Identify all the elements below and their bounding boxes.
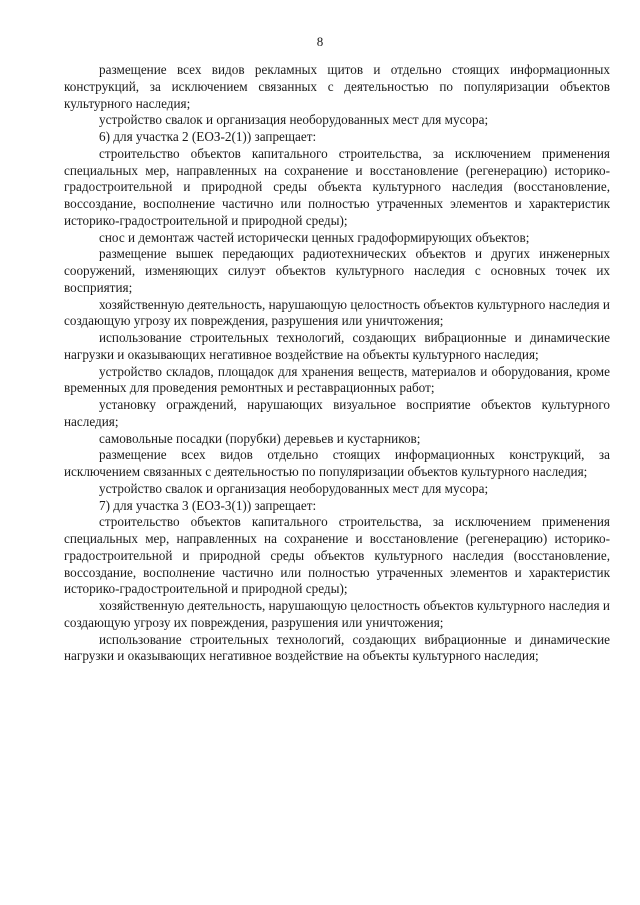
document-body [64,62,610,665]
paragraph: размещение вышек передающих радиотехнических объектов и других инженерных сооружений, изменяющих силуэт объектов культурного наследия с основных точек их восприятия; [64,246,610,295]
paragraph: хозяйственную деятельность, нарушающую целостность объектов культурного наследия и создающую угрозу их повреждения, разрушения или уничтожения; [64,598,610,630]
paragraph: размещение всех видов отдельно стоящих информационных конструкций, за исключением связанных с деятельностью по популяризации объектов культурного наследия; [64,447,610,479]
paragraph: снос и демонтаж частей исторически ценных градоформирующих объектов; [99,229,530,245]
paragraph: 6) для участка 2 (ЕОЗ-2(1)) запрещает: [99,129,317,144]
paragraph: использование строительных технологий, создающих вибрационные и динамические нагрузки и оказывающих негативное воздействие на объекты культурного наследия; [64,330,610,362]
paragraph: устройство свалок и организация необорудованных мест для мусора; [99,112,489,128]
paragraph: размещение всех видов рекламных щитов и отдельно стоящих информационных конструкций, за исключением связанных с деятельностью по популяризации объектов культурного наследия; [64,62,610,111]
paragraph: установку ограждений, нарушающих визуальное восприятие объектов культурного наследия; [64,397,610,429]
paragraph: самовольные посадки (порубки) деревьев и кустарников; [99,430,421,446]
paragraph: устройство складов, площадок для хранения веществ, материалов и оборудования, кроме временных для проведения ремонтных и реставрационных работ; [64,363,610,396]
paragraph: использование строительных технологий, создающих вибрационные и динамические нагрузки и оказывающих негативное воздействие на объекты культурного наследия; [64,631,610,664]
paragraph: строительство объектов капитального строительства, за исключением применения специальных мер, направленных на сохранение и восстановление (регенерацию) историко-градостроительной и природной среды объекта культурного наследия (восстановление, воссоздание, восполнение частично или полностью утраченных элементов и характеристик историко-градостроительной и природной среды); [64,145,610,228]
paragraph: строительство объектов капитального строительства, за исключением применения специальных мер, направленных на сохранение и восстановление (регенерацию) историко-градостроительной и природной среды объектов культурного наследия (восстановление, воссоздание, восполнение частично или полностью утраченных элементов и характеристик историко-градостроительной и природной среды); [64,514,610,597]
paragraph: 7) для участка 3 (ЕОЗ-3(1)) запрещает: [99,497,317,513]
paragraph: хозяйственную деятельность, нарушающую целостность объектов культурного наследия и создающую угрозу их повреждения, разрушения или уничтожения; [64,296,610,329]
paragraph: устройство свалок и организация необорудованных мест для мусора; [99,480,489,496]
page-number: 8 [316,34,324,49]
